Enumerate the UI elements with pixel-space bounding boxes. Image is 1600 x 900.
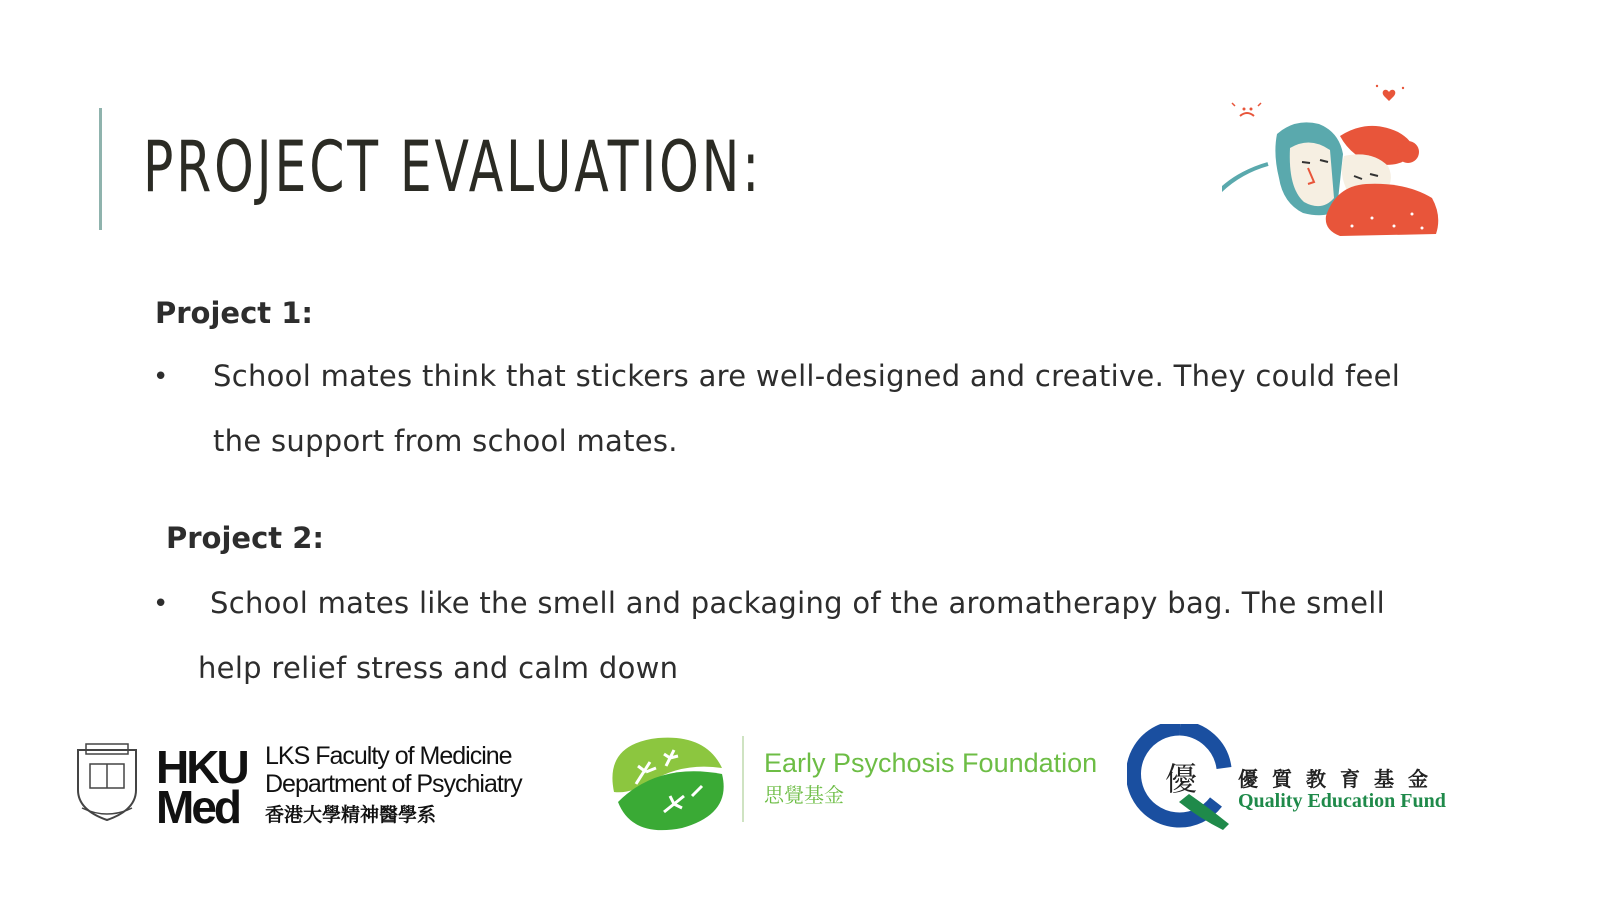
sponsor-logos: [0, 740, 1600, 860]
hku-wordmark-bottom: Med: [156, 781, 239, 833]
qef-chinese-name: 優質教育基金: [1238, 767, 1442, 791]
project-1-heading: Project 1:: [155, 296, 314, 330]
qef-emblem-icon: [1127, 724, 1233, 832]
project-1-line-1: School mates think that stickers are well-designed and creative. They could feel: [213, 359, 1401, 393]
bullet-icon: •: [153, 362, 169, 392]
epf-chinese-name: 思覺基金: [764, 785, 844, 807]
project-2-line-1: School mates like the smell and packaging of the aromatherapy bag. The smell: [210, 586, 1385, 620]
hku-crest-icon: [74, 740, 140, 824]
qef-english-name: Quality Education Fund: [1238, 790, 1446, 812]
logo-divider: [742, 736, 744, 822]
two-people-hugging-illustration-icon: [1222, 76, 1472, 246]
project-1-line-2: the support from school mates.: [213, 424, 678, 458]
hku-wordmark-top: HKU: [156, 741, 247, 793]
hku-department-name: Department of Psychiatry: [265, 770, 522, 798]
hku-faculty-name: LKS Faculty of Medicine: [265, 742, 512, 770]
leaf-emblem-icon: [606, 732, 730, 832]
project-2-line-2: help relief stress and calm down: [198, 651, 679, 685]
epf-english-name: Early Psychosis Foundation: [764, 748, 1098, 778]
bullet-icon: •: [153, 589, 169, 619]
project-2-heading: Project 2:: [166, 521, 325, 555]
title-accent-bar: [99, 108, 102, 230]
qef-emblem-char: 優: [1165, 760, 1198, 798]
slide-title: PROJECT EVALUATION:: [143, 126, 763, 208]
hku-chinese-name: 香港大學精神醫學系: [265, 805, 437, 826]
